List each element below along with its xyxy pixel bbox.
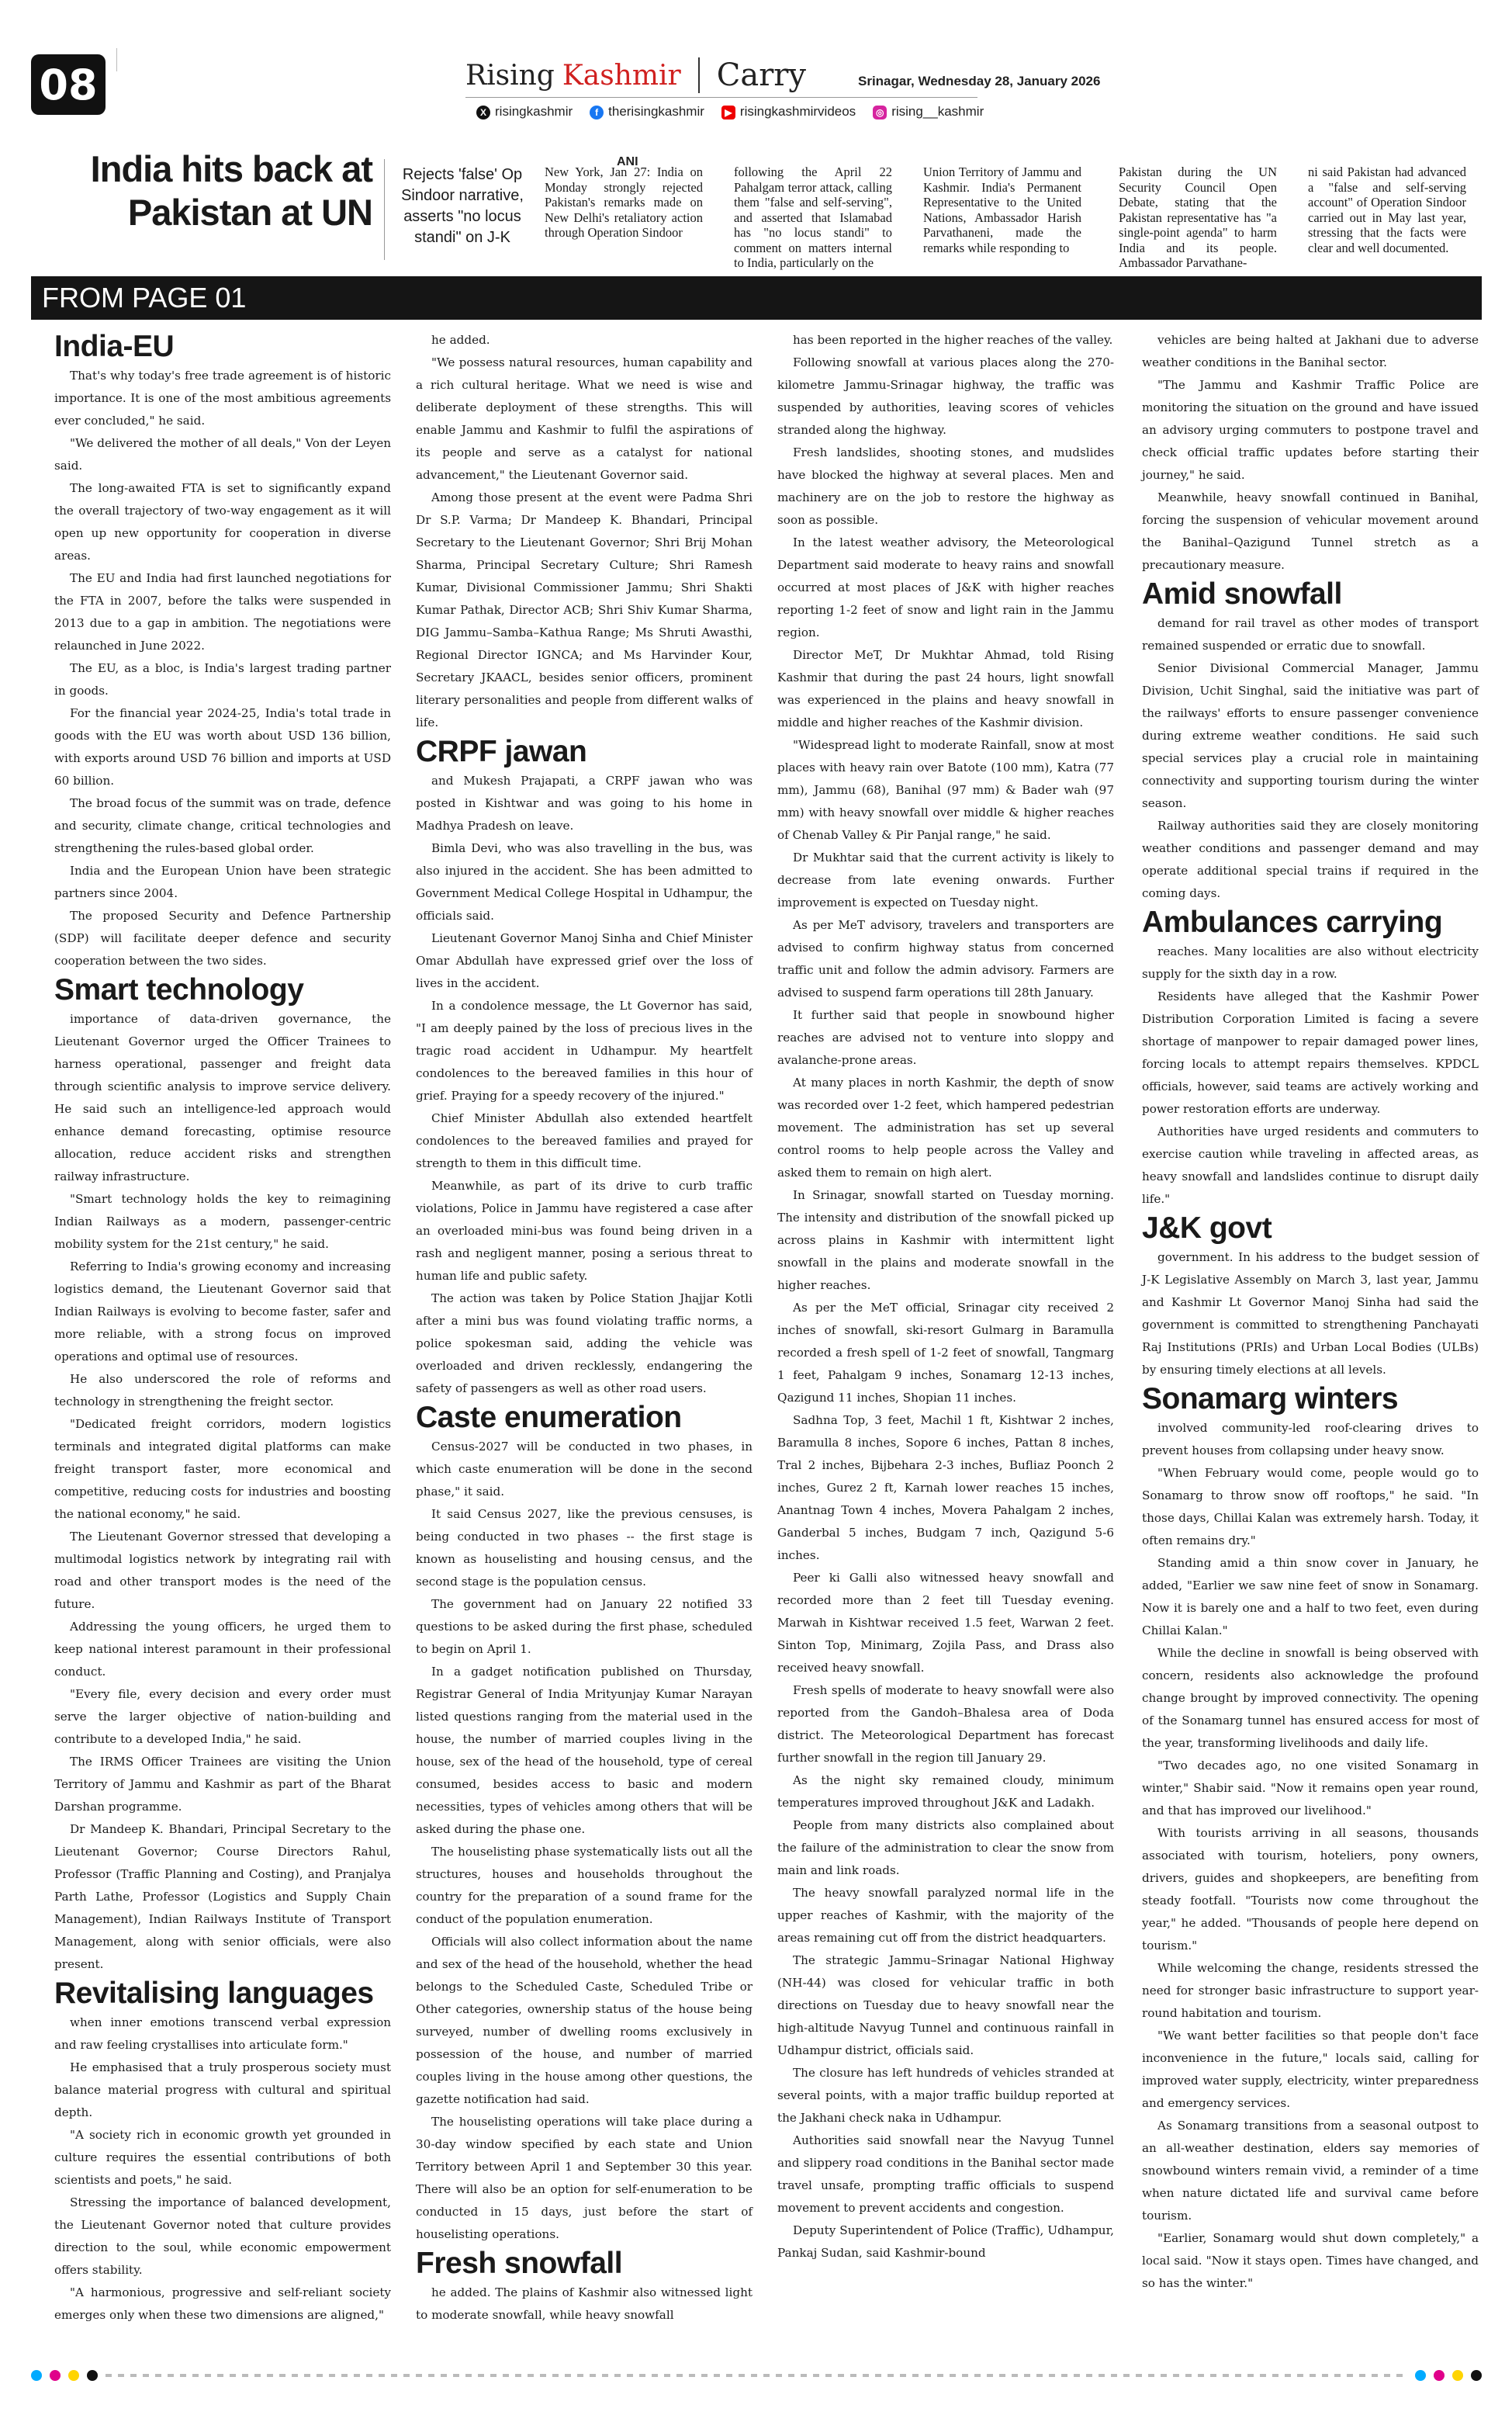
- top-story-column-4: Pakistan during the UN Security Council Open Debate, stating that the Pakistan representative has "a single-point agenda" to harm India and its people. Ambassador Parvathane-: [1119, 165, 1277, 270]
- dateline: Srinagar, Wednesday 28, January 2026: [858, 74, 1101, 88]
- paragraph: reaches. Many localities are also without electricity supply for the sixth day in a row.: [1142, 944, 1479, 981]
- paragraph: Fresh landslides, shooting stones, and mudslides have blocked the highway at several places. Men and machinery are on the job to restore the highway as soon as possible.: [777, 445, 1114, 527]
- story-body: [54, 365, 391, 972]
- paragraph: Peer ki Galli also witnessed heavy snowfall and recorded more than 2 feet till Tuesday evening. Marwah in Kishtwar received 1.5 feet, Warwan 2 feet. Sinton Top, Minimarg, Zojila Pass, and Drass also received heavy snowfall.: [777, 1571, 1114, 1675]
- paragraph: Senior Divisional Commercial Manager, Jammu Division, Uchit Singhal, said the initiative was part of the railways' efforts to ensure passenger convenience during extreme weather conditions. He said such special services play a crucial role in maintaining connectivity and supporting tourism during the winter season.: [1142, 661, 1479, 810]
- section-name: Carry: [716, 57, 807, 93]
- cyan-mark: [1415, 2370, 1426, 2381]
- social-x[interactable]: [476, 104, 573, 120]
- facebook-icon: f: [590, 106, 604, 120]
- paragraph: It said Census 2027, like the previous censuses, is being conducted in two phases -- the first stage is known as houselisting and housing census, and the second stage is the population census.: [416, 1507, 753, 1589]
- paragraph: The closure has left hundreds of vehicles stranded at several points, with a major traffic buildup reported at the Jakhani check naka in Udhampur.: [777, 2066, 1114, 2125]
- instagram-icon: ◎: [873, 106, 887, 120]
- story-body: [416, 329, 753, 734]
- registration-strip: [106, 2374, 1407, 2377]
- paragraph: In the latest weather advisory, the Meteorological Department said moderate to heavy rains and snowfall occurred at most places of J&K with higher reaches reporting 1-2 feet of snow and light rain in the Jammu region.: [777, 535, 1114, 639]
- paragraph: Residents have alleged that the Kashmir Power Distribution Corporation Limited is facing a severe shortage of manpower to repair damaged power lines, forcing locals to attempt repairs themselves. KPDCL officials, however, said teams are actively working and power restoration efforts are underway.: [1142, 989, 1479, 1116]
- paragraph: he added.: [431, 333, 490, 347]
- story-body: [416, 2282, 753, 2327]
- paragraph: Authorities have urged residents and commuters to exercise caution while traveling in affected areas, as heavy snowfall and landslides continue to disrupt daily life.": [1142, 1124, 1479, 1206]
- paragraph: Fresh spells of moderate to heavy snowfall were also reported from the Gandoh–Bhalesa area of Doda district. The Meteorological Department has forecast further snowfall in the region till January 29.: [777, 1683, 1114, 1765]
- story-body: [1142, 941, 1479, 1211]
- paragraph: Referring to India's growing economy and increasing logistics demand, the Lieutenant Governor said that Indian Railways is evolving to become faster, safer and more reliable, with a strong focus on improved operations and optimal use of resources.: [54, 1260, 391, 1363]
- masthead: [465, 57, 806, 93]
- paragraph: when inner emotions transcend verbal expression and raw feeling crystallises into articulate form.": [54, 2015, 391, 2052]
- paragraph: The houselisting operations will take place during a 30-day window specified by each state and Union Territory between April 1 and September 30 this year. There will also be an option for self-enumeration to be conducted in 15 days, just before the start of houselisting operations.: [416, 2115, 753, 2241]
- social-instagram[interactable]: [873, 104, 984, 120]
- paragraph: and Mukesh Prajapati, a CRPF jawan who was posted in Kishtwar and was going to his home in Madhya Pradesh on leave.: [416, 774, 753, 833]
- paragraph: Among those present at the event were Padma Shri Dr S.P. Varma; Dr Mandeep K. Bhandari, Principal Secretary to the Lieutenant Governor; Shri Brij Mohan Sharma, Principal Secretary Culture; Shri Ramesh Kumar, Divisional Commissioner Jammu; Shri Shakti Kumar Pathak, Director ACB; Shri Shiv Kumar Sharma, DIG Jammu–Samba–Kathua Range; Ms Shruti Awasthi, Regional Director IGNCA; and Ms Harvinder Kour, Secretary JKAACL, besides senior officers, prominent literary personalities and people from different walks of life.: [416, 490, 753, 729]
- yellow-mark: [1452, 2370, 1463, 2381]
- paragraph: In Srinagar, snowfall started on Tuesday morning. The intensity and distribution of the snowfall picked up across plains in Kashmir with intermittent light snowfall in the plains and moderate snowfall in the higher reaches.: [777, 1188, 1114, 1292]
- paragraph: He emphasised that a truly prosperous society must balance material progress with cultural and spiritual depth.: [54, 2060, 391, 2119]
- paragraph: The IRMS Officer Trainees are visiting the Union Territory of Jammu and Kashmir as part of the Bharat Darshan programme.: [54, 1755, 391, 1814]
- story-heading: J&K govt: [1142, 1211, 1272, 1245]
- paragraph: Meanwhile, as part of its drive to curb traffic violations, Police in Jammu have registered a case after an overloaded mini-bus was found being driven in a rash and negligent manner, posing a serious threat to human life and public safety.: [416, 1179, 753, 1283]
- paragraph: The action was taken by Police Station Jhajjar Kotli after a mini bus was found violating traffic norms, a police spokesman said, adding the vehicle was overloaded and driven recklessly, endangering the safety of passengers as well as other road users.: [416, 1291, 753, 1395]
- cyan-mark: [31, 2370, 42, 2381]
- paragraph: "Every file, every decision and every order must serve the larger objective of nation-building and contribute to a developed India," he said.: [54, 1687, 391, 1746]
- story-body: [1142, 329, 1479, 577]
- paragraph: Chief Minister Abdullah also extended heartfelt condolences to the bereaved families and prayed for strength to them in this difficult time.: [416, 1111, 753, 1170]
- paragraph: The heavy snowfall paralyzed normal life in the upper reaches of Kashmir, with the majority of the areas remaining cut off from the district headquarters.: [777, 1886, 1114, 1945]
- masthead-divider: [698, 57, 700, 93]
- news-agency-credit: ANI: [617, 155, 638, 168]
- paragraph: While welcoming the change, residents stressed the need for stronger basic infrastructure to support year-round habitation and tourism.: [1142, 1961, 1479, 2020]
- column-4: [1142, 329, 1479, 2295]
- story-heading: Ambulances carrying: [1142, 906, 1443, 939]
- paragraph: Census-2027 will be conducted in two phases, in which caste enumeration will be done in the second phase," it said.: [416, 1440, 753, 1499]
- story-heading: Caste enumeration: [416, 1401, 682, 1434]
- story-body: [416, 770, 753, 1400]
- paragraph: Lieutenant Governor Manoj Sinha and Chief Minister Omar Abdullah have expressed grief over the loss of lives in the accident.: [416, 931, 753, 990]
- paragraph: Stressing the importance of balanced development, the Lieutenant Governor noted that culture provides direction to the soul, while economic empowerment offers stability.: [54, 2195, 391, 2277]
- top-story-headline: [47, 147, 372, 234]
- paragraph: India and the European Union have been strategic partners since 2004.: [54, 864, 391, 900]
- paragraph: With tourists arriving in all seasons, thousands associated with tourism, hoteliers, pony owners, drivers, guides and shopkeepers, are benefiting from steady footfall. "Tourists now come throughout the year," he added. "Thousands of people here depend on tourism.": [1142, 1826, 1479, 1953]
- paragraph: Authorities said snowfall near the Navyug Tunnel and slippery road conditions in the Banihal sector made travel unsafe, prompting traffic officials to suspend movement to prevent accidents and congestion.: [777, 2133, 1114, 2215]
- story-body: [54, 2011, 391, 2327]
- print-registration-bar: [31, 2367, 1482, 2384]
- story-heading: Sonamarg winters: [1142, 1382, 1399, 1415]
- paragraph: The EU, as a bloc, is India's largest trading partner in goods.: [54, 661, 391, 698]
- paragraph: The broad focus of the summit was on trade, defence and security, climate change, critical technologies and strengthening the rules-based global order.: [54, 796, 391, 855]
- youtube-handle: risingkashmirvideos: [739, 104, 856, 119]
- magenta-mark: [50, 2370, 61, 2381]
- top-story-column-5: ni said Pakistan had advanced a "false and self-serving account" of Operation Sindoor carried out in May last year, stressing that the facts were clear and well documented.: [1308, 165, 1466, 255]
- paragraph: People from many districts also complained about the failure of the administration to clear the snow from main and link roads.: [777, 1818, 1114, 1877]
- story-heading: Amid snowfall: [1142, 577, 1342, 611]
- paragraph: It further said that people in snowbound higher reaches are advised not to venture into sloppy and avalanche-prone areas.: [777, 1008, 1114, 1067]
- x-icon: X: [476, 106, 490, 120]
- paragraph: Railway authorities said they are closely monitoring weather conditions and passenger demand and may operate additional special trains if required in the coming days.: [1142, 819, 1479, 900]
- paragraph: "We delivered the mother of all deals," Von der Leyen said.: [54, 436, 391, 473]
- paragraph: The Lieutenant Governor stressed that developing a multimodal logistics network by integrating rail with road and other transport modes is the need of the future.: [54, 1530, 391, 1611]
- paragraph: "A society rich in economic growth yet grounded in culture requires the essential contributions of both scientists and poets," he said.: [54, 2128, 391, 2187]
- headline-divider: [384, 159, 385, 260]
- paragraph: "We possess natural resources, human capability and a rich cultural heritage. What we need is wise and deliberate deployment of these strengths. This will enable Jammu and Kashmir to fulfil the aspirations of its people and serve as a catalyst for national advancement," the Lieutenant Governor said.: [416, 355, 753, 482]
- instagram-handle: rising__kashmir: [891, 104, 984, 119]
- masthead-rule: [465, 97, 977, 98]
- paragraph: At many places in north Kashmir, the depth of snow was recorded over 1-2 feet, which hampered pedestrian movement. The administration has set up several control rooms to help people across the Valley and asked them to remain on high alert.: [777, 1076, 1114, 1180]
- paragraph: has been reported in the higher reaches of the valley.: [793, 333, 1113, 347]
- headline-line-2: Pakistan at UN: [127, 192, 372, 233]
- page-number: 08: [31, 54, 106, 115]
- paragraph: In a gadget notification published on Thursday, Registrar General of India Mrityunjay Kumar Narayan listed questions ranging from the material used in the house, the number of married couples living in the house, sex of the head of the household, type of cereal consumed, besides access to basic and modern necessities, types of vehicles among others that will be asked during the phase one.: [416, 1665, 753, 1836]
- paragraph: involved community-led roof-clearing drives to prevent houses from collapsing under heavy snow.: [1142, 1421, 1479, 1457]
- paragraph: "A harmonious, progressive and self-reliant society emerges only when these two dimensions are aligned,": [54, 2285, 391, 2322]
- story-body: [1142, 612, 1479, 905]
- section-banner: FROM PAGE 01: [31, 276, 1482, 320]
- black-mark: [1471, 2370, 1482, 2381]
- paragraph: Dr Mukhtar said that the current activity is likely to decrease from late evening onwards. Further improvement is expected on Tuesday night.: [777, 851, 1114, 910]
- paragraph: The EU and India had first launched negotiations for the FTA in 2007, before the talks were suspended in 2013 due to a gap in ambition. The negotiations were relaunched in June 2022.: [54, 571, 391, 653]
- paragraph: As per the MeT official, Srinagar city received 2 inches of snowfall, ski-resort Gulmarg in Baramulla recorded a fresh spell of 1-2 feet of snowfall, Tangmarg 1 feet, Pahalgam 9 inches, Sonamarg 12-13 inches, Qazigund 11 inches, Shopian 11 inches.: [777, 1301, 1114, 1405]
- paragraph: As the night sky remained cloudy, minimum temperatures improved throughout J&K and Ladakh.: [777, 1773, 1114, 1810]
- social-links: [476, 104, 984, 120]
- paragraph: importance of data-driven governance, the Lieutenant Governor urged the Officer Trainees to harness operational, passenger and freight data through scientific analysis to improve service delivery. He said such an intelligence-led approach would enhance demand forecasting, optimise resource allocation, reduce accident risks and strengthen railway infrastructure.: [54, 1012, 391, 1183]
- story-heading: Smart technology: [54, 973, 304, 1007]
- top-story-deck: Rejects 'false' Op Sindoor narrative, asserts "no locus standi" on J-K: [401, 166, 524, 246]
- paragraph: "Smart technology holds the key to reimagining Indian Railways as a modern, passenger-centric mobility system for the 21st century," he said.: [54, 1192, 391, 1251]
- story-body: [1142, 1417, 1479, 2295]
- paragraph: "Two decades ago, no one visited Sonamarg in winter," Shabir said. "Now it remains open year round, and that has improved our livelihood.": [1142, 1759, 1479, 1817]
- paragraph: Meanwhile, heavy snowfall continued in Banihal, forcing the suspension of vehicular movement around the Banihal–Qazigund Tunnel stretch as a precautionary measure.: [1142, 490, 1479, 572]
- social-youtube[interactable]: [721, 104, 856, 120]
- paragraph: "Earlier, Sonamarg would shut down completely," a local said. "Now it stays open. Times have changed, and so has the winter.": [1142, 2231, 1479, 2290]
- paragraph: The houselisting phase systematically lists out all the structures, houses and households throughout the country for the preparation of a sound frame for the conduct of the population enumeration.: [416, 1845, 753, 1926]
- paragraph: The strategic Jammu–Srinagar National Highway (NH-44) was closed for vehicular traffic in both directions on Tuesday due to heavy snowfall near the high-altitude Navyug Tunnel and continuous rainfall in Udhampur district, officials said.: [777, 1953, 1114, 2057]
- paragraph: The long-awaited FTA is set to significantly expand the overall trajectory of two-way engagement as it will open up new opportunity for cooperation in diverse areas.: [54, 481, 391, 563]
- column-3: [777, 329, 1114, 2264]
- black-mark: [87, 2370, 98, 2381]
- column-1: [54, 329, 391, 2327]
- headline-line-1: India hits back at: [90, 148, 372, 189]
- paragraph: Sadhna Top, 3 feet, Machil 1 ft, Kishtwar 2 inches, Baramulla 8 inches, Sopore 6 inches, Pattan 8 inches, Tral 2 inches, Bijbehara 2-3 inches, Bufliaz Poonch 2 inches, Gurez 2 ft, Karnah lower reaches 15 inches, Anantnag Town 4 inches, Movera Pahalgam 2 inches, Ganderbal 5 inches, Budgam 7 inch, Qazigund 5-6 inches.: [777, 1413, 1114, 1562]
- youtube-icon: ▶: [721, 106, 735, 120]
- social-facebook[interactable]: [590, 104, 704, 120]
- story-heading: Fresh snowfall: [416, 2247, 623, 2280]
- top-story-column-2: following the April 22 Pahalgam terror attack, calling them "false and self-serving", and asserted that Islamabad has "no locus standi" to comment on matters internal to India, particularly on the: [734, 165, 892, 270]
- paragraph: demand for rail travel as other modes of transport remained suspended or erratic due to snowfall.: [1142, 616, 1479, 653]
- crop-mark: [116, 48, 140, 71]
- paragraph: he added. The plains of Kashmir also witnessed light to moderate snowfall, while heavy snowfall: [416, 2285, 753, 2322]
- magenta-mark: [1434, 2370, 1445, 2381]
- paragraph: Following snowfall at various places along the 270-kilometre Jammu-Srinagar highway, the traffic was suspended by authorities, leaving scores of vehicles stranded along the highway.: [777, 355, 1114, 437]
- paragraph: Standing amid a thin snow cover in January, he added, "Earlier we saw nine feet of snow in Sonamarg. Now it is barely one and a half to two feet, even during Chillai Kalan.": [1142, 1556, 1479, 1637]
- paragraph: "Dedicated freight corridors, modern logistics terminals and integrated digital platforms can make freight transport faster, more economical and competitive, reducing costs for industries and boosting the national economy," he said.: [54, 1417, 391, 1521]
- paragraph: While the decline in snowfall is being observed with concern, residents also acknowledge the profound change brought by improved connectivity. The opening of the Sonamarg tunnel has ensured access for most of the year, transforming livelihoods and daily life.: [1142, 1646, 1479, 1750]
- story-body: [54, 1008, 391, 1976]
- paragraph: As Sonamarg transitions from a seasonal outpost to an all-weather destination, elders say memories of snowbound winters remain vivid, a reminder of a time when nature dictated life and survival came before tourism.: [1142, 2119, 1479, 2223]
- paragraph: As per MeT advisory, travelers and transporters are advised to confirm highway status from concerned traffic unit and follow the admin advisory. Farmers are advised to suspend farm operations till 28th January.: [777, 918, 1114, 1000]
- paragraph: government. In his address to the budget session of J-K Legislative Assembly on March 3, last year, Jammu and Kashmir Lt Governor Manoj Sinha had said the government is committed to strengthening Panchayati Raj Institutions (PRIs) and Urban Local Bodies (ULBs) by ensuring timely elections at all levels.: [1142, 1250, 1479, 1377]
- brand-rising: Rising: [465, 59, 555, 92]
- story-heading: Revitalising languages: [54, 1977, 374, 2010]
- brand-kashmir: Kashmir: [562, 59, 681, 92]
- top-story-column-3: Union Territory of Jammu and Kashmir. India's Permanent Representative to the United Nations, Ambassador Harish Parvathaneni, made the remarks while responding to: [923, 165, 1081, 255]
- facebook-handle: therisingkashmir: [608, 104, 704, 119]
- top-story-column-1: New York, Jan 27: India on Monday strongly rejected Pakistan's remarks made on New Delhi's retaliatory action through Operation Sindoor: [545, 165, 703, 240]
- story-body: [1142, 1246, 1479, 1381]
- paragraph: Bimla Devi, who was also travelling in the bus, was also injured in the accident. She has been admitted to Government Medical College Hospital in Udhampur, the officials said.: [416, 841, 753, 923]
- paragraph: That's why today's free trade agreement is of historic importance. It is one of the most ambitious agreements ever concluded," he said.: [54, 369, 391, 428]
- story-body: [777, 329, 1114, 2264]
- story-heading: CRPF jawan: [416, 735, 587, 768]
- paragraph: In a condolence message, the Lt Governor has said, "I am deeply pained by the loss of precious lives in the tragic road accident in Udhampur. My heartfelt condolences to the bereaved families in this hour of grief. Praying for a speedy recovery of the injured.": [416, 999, 753, 1103]
- paragraph: "The Jammu and Kashmir Traffic Police are monitoring the situation on the ground and have issued an advisory urging commuters to postpone travel and check official traffic updates before starting their journey," he said.: [1142, 378, 1479, 482]
- paragraph: Director MeT, Dr Mukhtar Ahmad, told Rising Kashmir that during the past 24 hours, light snowfall was experienced in the plains and heavy snowfall in middle and higher reaches of the Kashmir division.: [777, 648, 1114, 729]
- yellow-mark: [68, 2370, 79, 2381]
- paragraph: "We want better facilities so that people don't face inconvenience in the future," locals said, calling for improved water supply, electricity, winter preparedness and emergency services.: [1142, 2029, 1479, 2110]
- paragraph: He also underscored the role of reforms and technology in strengthening the freight sector.: [54, 1372, 391, 1409]
- paragraph: Dr Mandeep K. Bhandari, Principal Secretary to the Lieutenant Governor; Course Directors Rahul, Professor (Traffic Planning and Costing), and Pranjalya Parth Lathe, Professor (Logistics and Supply Chain Management), Indian Railways Institute of Transport Management, along with senior officials, were also present.: [54, 1822, 391, 1971]
- paragraph: "Widespread light to moderate Rainfall, snow at most places with heavy rain over Batote (100 mm), Katra (77 mm), Jammu (68), Banihal (97 mm) & Bader wah (97 mm) with heavy snowfall over middle & higher reaches of Chenab Valley & Pir Panjal range," he said.: [777, 738, 1114, 842]
- paragraph: The government had on January 22 notified 33 questions to be asked during the first phase, scheduled to begin on April 1.: [416, 1597, 753, 1656]
- x-handle: risingkashmir: [495, 104, 573, 119]
- paragraph: "When February would come, people would go to Sonamarg to throw snow off rooftops," he said. "In those days, Chillai Kalan was extremely harsh. Today, it often remains dry.": [1142, 1466, 1479, 1547]
- story-heading: India-EU: [54, 330, 175, 363]
- paragraph: Deputy Superintendent of Police (Traffic), Udhampur, Pankaj Sudan, said Kashmir-bound: [777, 2223, 1114, 2260]
- paragraph: Addressing the young officers, he urged them to keep national interest paramount in their professional conduct.: [54, 1620, 391, 1679]
- column-2: [416, 329, 753, 2327]
- paragraph: For the financial year 2024-25, India's total trade in goods with the EU was worth about USD 136 billion, with exports around USD 76 billion and imports at USD 60 billion.: [54, 706, 391, 788]
- paragraph: vehicles are being halted at Jakhani due to adverse weather conditions in the Banihal sector.: [1142, 333, 1479, 369]
- paragraph: The proposed Security and Defence Partnership (SDP) will facilitate deeper defence and security cooperation between the two sides.: [54, 909, 391, 968]
- story-body: [416, 1436, 753, 2246]
- paragraph: Officials will also collect information about the name and sex of the head of the household, whether the head belongs to the Scheduled Caste, Scheduled Tribe or Other categories, ownership status of the house being surveyed, number of dwelling rooms exclusively in possession of the house, and number of married couples living in the house among other questions, the gazette notification had said.: [416, 1935, 753, 2106]
